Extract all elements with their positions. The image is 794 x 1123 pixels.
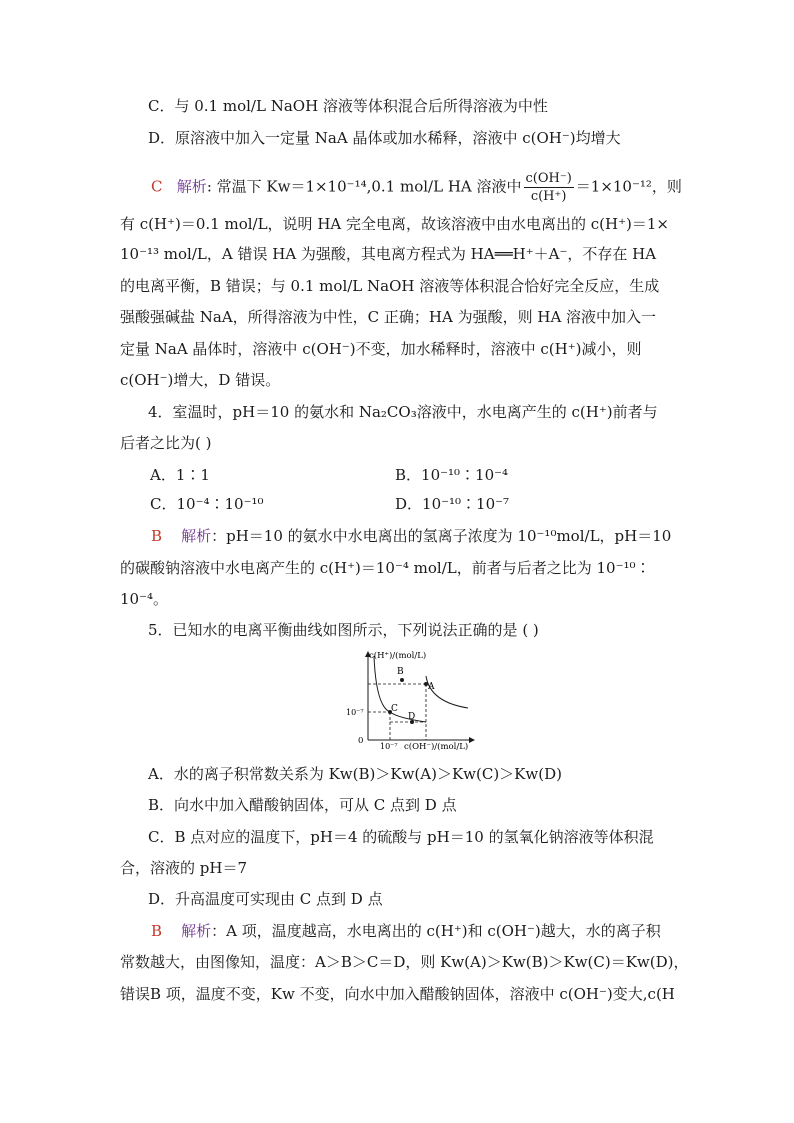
q5-analysis-line-2: 常数越大，由图像知，温度：A＞B＞C＝D，则 Kw(A)＞Kw(B)＞Kw(C)＝Kw(D)， [120, 953, 689, 971]
q3-analysis-line-7: c(OH⁻)增大，D 错误。 [120, 371, 281, 389]
point-b-dot [400, 678, 404, 682]
q5-option-b: B．向水中加入醋酸钠固体，可从 C 点到 D 点 [148, 796, 457, 814]
q5-analysis-text-1: ：A 项，温度越高，水电离出的 c(H⁺)和 c(OH⁻)越大，水的离子积 [211, 922, 661, 940]
q3-fraction-numerator: c(OH⁻) [525, 171, 572, 186]
q3-analysis-line-5: 强酸强碱盐 NaA，所得溶液为中性，C 正确；HA 为强酸，则 HA 溶液中加入一 [120, 308, 657, 326]
origin-label: 0 [358, 736, 364, 746]
q3-analysis-text-1a: : 常温下 Kw＝1×10⁻¹⁴,0.1 mol/L HA 溶液中 [206, 177, 522, 196]
q3-analysis-line-4: 的电离平衡，B 错误；与 0.1 mol/L NaOH 溶液等体积混合恰好完全反应，生成 [120, 277, 660, 295]
q4-answer: B [151, 527, 163, 545]
q3-fraction [524, 170, 574, 205]
q3-analysis-line-6: 定量 NaA 晶体时，溶液中 c(OH⁻)不变，加水稀释时，溶液中 c(H⁺)减小，则 [120, 340, 642, 358]
point-d-label: D [408, 712, 416, 722]
q4-option-c: C．10⁻⁴∶10⁻¹⁰ [150, 495, 264, 513]
y-axis-label: c(H⁺)/(mol/L) [369, 651, 427, 661]
point-b-label: B [397, 667, 404, 677]
q3-analysis-line-3: 10⁻¹³ mol/L，A 错误 HA 为强酸，其电离方程式为 HA══H⁺＋A⁻，不存在 HA [120, 245, 657, 263]
y-tick-label: 10⁻⁷ [346, 708, 364, 717]
q4-analysis-line-3: 10⁻⁴。 [120, 590, 169, 608]
q4-analysis-text-1: ：pH＝10 的氨水中水电离出的氢离子浓度为 10⁻¹⁰mol/L，pH＝10 [211, 527, 672, 545]
q5-option-c-line-2: 合，溶液的 pH＝7 [120, 859, 247, 877]
water-ionization-figure [340, 646, 480, 758]
q3-fraction-denominator: c(H⁺) [530, 189, 567, 204]
point-c-label: C [391, 704, 398, 714]
q5-stem: 5．已知水的电离平衡曲线如图所示，下列说法正确的是 ( ) [148, 621, 539, 639]
q3-analysis-line-1 [151, 170, 682, 205]
q5-analysis-line-3: 错误B 项，温度不变，Kw 不变，向水中加入醋酸钠固体，溶液中 c(OH⁻)变大,c(H [120, 985, 675, 1003]
q5-option-a: A．水的离子积常数关系为 Kw(B)＞Kw(A)＞Kw(C)＞Kw(D) [148, 765, 562, 783]
q4-option-b: B．10⁻¹⁰∶10⁻⁴ [395, 466, 509, 484]
curve-low-temperature [374, 656, 426, 722]
q4-stem-line-2: 后者之比为( ) [120, 434, 212, 452]
q5-option-c-line-1: C．B 点对应的温度下，pH＝4 的硫酸与 pH＝10 的氢氧化钠溶液等体积混 [148, 828, 654, 846]
x-tick-label: 10⁻⁷ [380, 742, 398, 751]
q4-analysis-line-2: 的碳酸钠溶液中水电离产生的 c(H⁺)＝10⁻⁴ mol/L，前者与后者之比为 10⁻¹⁰∶ [120, 559, 651, 577]
q3-answer: C [151, 177, 163, 196]
q5-answer: B [151, 922, 163, 940]
q5-analysis-label: 解析 [181, 922, 212, 940]
q3-analysis-text-1b: ＝1×10⁻¹²，则 [575, 177, 682, 196]
q3-analysis-label: 解析 [176, 177, 207, 196]
x-axis-label: c(OH⁻)/(mol/L) [404, 742, 469, 752]
q4-option-d: D．10⁻¹⁰∶10⁻⁷ [395, 495, 510, 513]
q5-analysis-line-1 [151, 921, 661, 941]
q3-analysis-line-2: 有 c(H⁺)＝0.1 mol/L，说明 HA 完全电离，故该溶液中由水电离出的 c(H⁺)＝1× [120, 215, 669, 233]
curve-high-temperature [426, 676, 468, 708]
point-a-label: A [428, 682, 435, 692]
q4-option-a: A．1∶1 [150, 466, 210, 484]
q4-analysis-line-1 [151, 526, 671, 546]
q4-analysis-label: 解析 [181, 527, 212, 545]
q4-stem-line-1: 4．室温时，pH＝10 的氨水和 Na₂CO₃溶液中，水电离产生的 c(H⁺)前者与 [148, 403, 658, 421]
q3-option-d: D．原溶液中加入一定量 NaA 晶体或加水稀释，溶液中 c(OH⁻)均增大 [148, 129, 621, 147]
q3-option-c: C．与 0.1 mol/L NaOH 溶液等体积混合后所得溶液为中性 [148, 97, 548, 115]
q5-option-d: D．升高温度可实现由 C 点到 D 点 [148, 890, 383, 908]
